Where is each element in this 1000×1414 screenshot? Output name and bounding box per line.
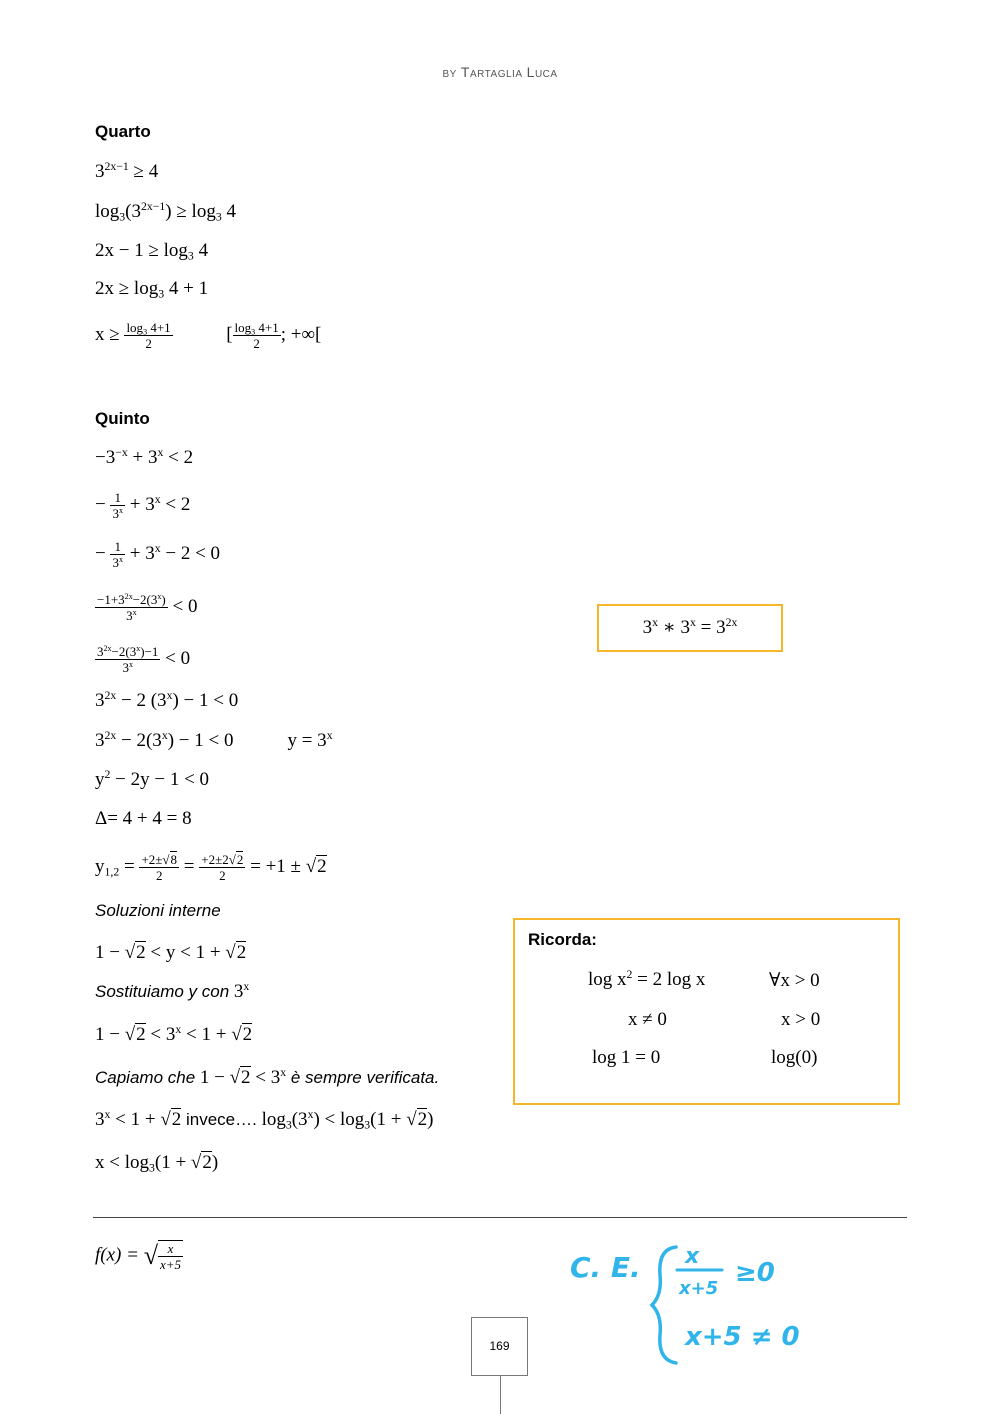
quinto-line-6: $3^{2x} - 2$ $(3^x) - 1 < 0$ xyxy=(95,688,239,711)
section-divider xyxy=(93,1217,907,1218)
hand-cond-2: x+5 ≠ 0 xyxy=(685,1322,800,1352)
quinto-line-9: Δ= 4 + 4 = 8 xyxy=(95,808,192,829)
fraction: $\frac{\log_3 4+1}{2}$ xyxy=(126,320,171,351)
quinto-line-5: $\frac{3^{2x}-2(3^x)-1}{3^x}$ < 0 xyxy=(97,644,191,675)
quinto-line-10: $y_{1,2}$ = $\frac{+2\pm√8}{2}$ = $\frac{+2\pm 2√2}{2}$ = +1 ± √2 xyxy=(95,852,327,883)
ricorda-cond-1: ∀x > 0 xyxy=(769,970,820,991)
header-t: T xyxy=(460,64,470,80)
quarto-line-1: $3^{2x-1} \ge 4$ xyxy=(95,159,159,182)
quinto-line-8: $y^2 - 2y - 1 < 0$ xyxy=(95,767,210,790)
function-definition: f(x) = √ $\frac{x}{x+5}$ xyxy=(95,1241,182,1272)
quinto-line-1: $-3^{-x} + 3^x < 2$ xyxy=(95,445,194,468)
quinto-line-17: $x < \log_3(1 + √2)$ xyxy=(95,1152,219,1175)
quinto-line-3: − $\frac{1}{3^x}$ + $3^x - 2 < 0$ xyxy=(95,539,221,570)
quarto-line-3: $2x - 1 \ge \log_3 4$ xyxy=(95,240,209,263)
ricorda-cond-2: x > 0 xyxy=(781,1009,821,1030)
ricorda-cond-3: log(0) xyxy=(771,1047,818,1068)
page-number: 169 xyxy=(471,1317,528,1376)
ricorda-box xyxy=(513,918,900,1105)
section-title-quarto: Quarto xyxy=(95,122,151,141)
quinto-line-11: Soluzioni interne xyxy=(95,901,221,920)
quinto-line-4: $\frac{-1+3^{2x}-2(3^x)}{3^x}$ < 0 xyxy=(97,592,198,623)
header-l: L xyxy=(526,64,535,80)
header-tartaglia: ARTAGLIA xyxy=(469,69,523,80)
quarto-line-2: $\log_3(3^{2x-1}) \ge \log_3 4$ xyxy=(95,199,236,224)
hand-cond-1: ≥0 xyxy=(735,1258,775,1288)
ricorda-rule-1: $\log x^2 = 2$ log x xyxy=(588,967,706,990)
header-luca: UCA xyxy=(534,69,558,80)
section-title-quinto: Quinto xyxy=(95,409,150,428)
quarto-line-5: x ≥ $\frac{\log_3 4+1}{2}$ [ $\frac{\log_3 4+1}{2}$ ; +∞[ xyxy=(95,320,322,351)
quinto-line-12: 1 − √2 < y < 1 + √2 xyxy=(95,942,247,963)
handwritten-domain-note xyxy=(560,1235,820,1370)
hand-ce-label: C. E. xyxy=(570,1251,641,1284)
quinto-line-15: Capiamo che $1 - √2 < 3^x$ è sempre verificata. xyxy=(95,1065,440,1088)
fraction-interval: $\frac{\log_3 4+1}{2}$ xyxy=(234,320,279,351)
page-number-stem xyxy=(500,1376,501,1414)
formula-box-power: 3$^x$ ∗ $3^x = 3^{2x}$ xyxy=(597,604,783,652)
quinto-line-13: Sostituiamo y con 3$^x$ xyxy=(95,979,250,1002)
quinto-line-14: $1 - √2 < 3^x < 1 + √2$ xyxy=(95,1022,253,1045)
quinto-line-7: $3^{2x} - 2(3^x) - 1 < 0$ $y = 3^x$ xyxy=(95,728,333,751)
header-by: BY xyxy=(442,69,457,80)
ricorda-rule-3: log 1 = 0 xyxy=(592,1047,661,1068)
quinto-line-2: − $\frac{1}{3^x}$ + $3^x < 2$ xyxy=(95,490,191,521)
quinto-line-16: $3^x < 1 + √2$ invece…. $\log_3(3^x) < \log_3(1 + √2)$ xyxy=(95,1107,434,1132)
hand-brace xyxy=(652,1247,676,1363)
hand-frac-num: x xyxy=(685,1244,700,1269)
ricorda-title: Ricorda: xyxy=(528,930,597,949)
quarto-line-4: $2x \ge \log_3 4 + 1$ xyxy=(95,278,209,301)
page-header xyxy=(0,64,1000,80)
ricorda-rule-2: x ≠ 0 xyxy=(628,1009,667,1030)
hand-frac-den: x+5 xyxy=(679,1278,719,1299)
